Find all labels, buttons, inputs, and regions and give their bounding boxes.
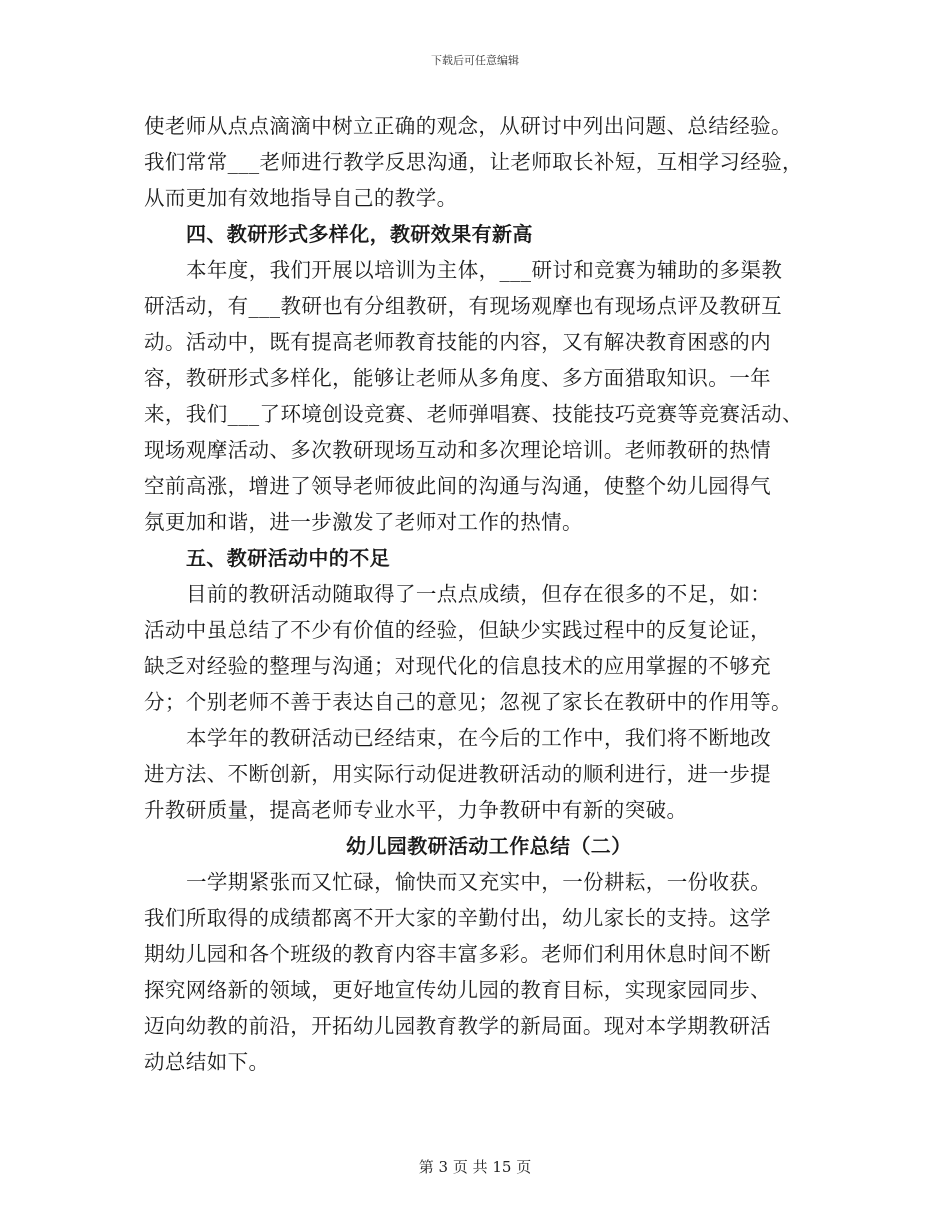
paragraph-line: 氛更加和谐，进一步激发了老师对工作的热情。 xyxy=(144,510,583,534)
paragraph-line: 探究网络新的领域，更好地宣传幼儿园的教育目标，实现家园同步、 xyxy=(144,978,771,1002)
section-heading: 五、教研活动中的不足 xyxy=(186,546,390,570)
paragraph-line: 现场观摩活动、多次教研现场互动和多次理论培训。老师教研的热情 xyxy=(144,438,771,462)
paragraph-line: 本年度，我们开展以培训为主体，___研讨和竞赛为辅助的多渠教 xyxy=(186,258,783,282)
paragraph-line: 期幼儿园和各个班级的教育内容丰富多彩。老师们利用休息时间不断 xyxy=(144,942,771,966)
paragraph-line: 进方法、不断创新，用实际行动促进教研活动的顺利进行，进一步提 xyxy=(144,762,771,786)
paragraph-line: 缺乏对经验的整理与沟通；对现代化的信息技术的应用掌握的不够充 xyxy=(144,654,771,678)
paragraph-line: 活动中虽总结了不少有价值的经验，但缺少实践过程中的反复论证， xyxy=(144,618,771,642)
paragraph-line: 目前的教研活动随取得了一点点成绩，但存在很多的不足，如： xyxy=(186,582,772,606)
paragraph-line: 从而更加有效地指导自己的教学。 xyxy=(144,186,458,210)
paragraph-line: 动。活动中，既有提高老师教育技能的内容，又有解决教育困惑的内 xyxy=(144,330,771,354)
paragraph-line: 升教研质量，提高老师专业水平，力争教研中有新的突破。 xyxy=(144,798,688,822)
page-number: 第 3 页 共 15 页 xyxy=(418,1158,532,1176)
paragraph-line: 本学年的教研活动已经结束，在今后的工作中，我们将不断地改 xyxy=(186,726,772,750)
page-header: 下载后可任意编辑 xyxy=(431,54,519,67)
paragraph-line: 分；个别老师不善于表达自己的意见；忽视了家长在教研中的作用等。 xyxy=(144,690,792,714)
paragraph-line: 动总结如下。 xyxy=(144,1050,270,1074)
paragraph-line: 我们所取得的成绩都离不开大家的辛勤付出，幼儿家长的支持。这学 xyxy=(144,906,771,930)
paragraph-line: 容，教研形式多样化，能够让老师从多角度、多方面猎取知识。一年 xyxy=(144,366,771,390)
paragraph-line: 来，我们___了环境创设竞赛、老师弹唱赛、技能技巧竞赛等竞赛活动、 xyxy=(144,402,803,426)
document-title: 幼儿园教研活动工作总结（二） xyxy=(346,834,632,858)
paragraph-line: 一学期紧张而又忙碌，愉快而又充实中，一份耕耘，一份收获。 xyxy=(186,870,772,894)
paragraph-line: 研活动，有___教研也有分组教研，有现场观摩也有现场点评及教研互 xyxy=(144,294,783,318)
section-heading: 四、教研形式多样化，教研效果有新高 xyxy=(186,222,533,246)
paragraph-line: 迈向幼教的前沿，开拓幼儿园教育教学的新局面。现对本学期教研活 xyxy=(144,1014,771,1038)
paragraph-line: 我们常常___老师进行教学反思沟通，让老师取长补短，互相学习经验， xyxy=(144,150,803,174)
document-body xyxy=(144,108,824,1080)
paragraph-line: 使老师从点点滴滴中树立正确的观念，从研讨中列出问题、总结经验。 xyxy=(144,114,792,138)
paragraph-line: 空前高涨，增进了领导老师彼此间的沟通与沟通，使整个幼儿园得气 xyxy=(144,474,771,498)
